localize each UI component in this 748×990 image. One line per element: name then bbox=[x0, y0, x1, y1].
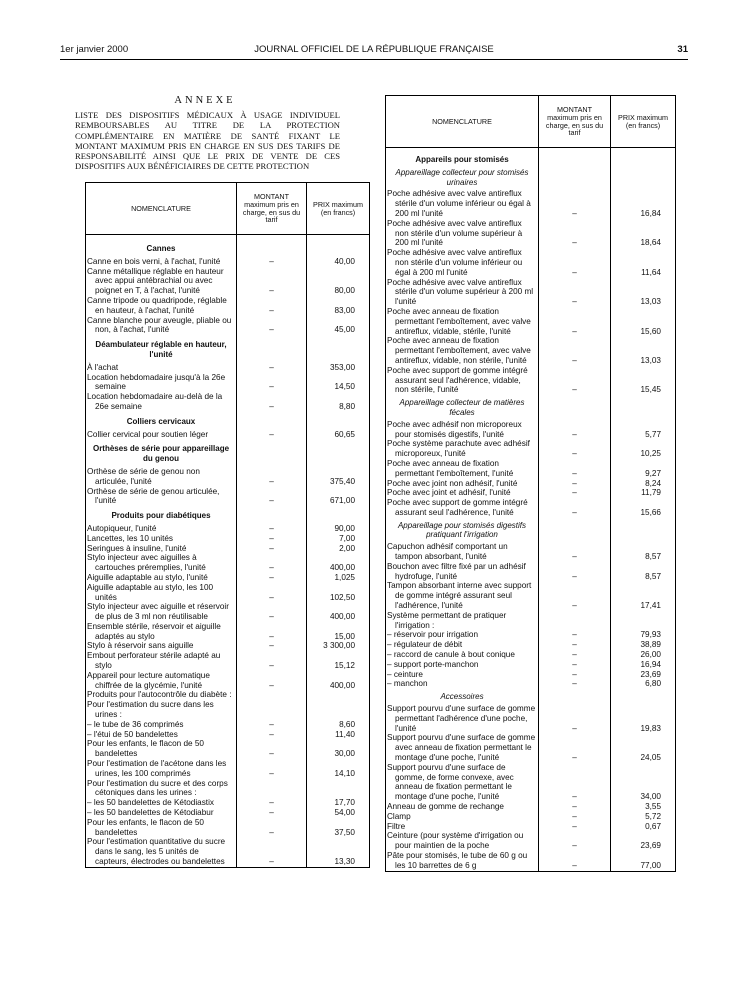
item-label: Pour l'estimation quantitative du sucre dans le sang, les 5 unités de capteurs, électrodes ou bandelettes bbox=[86, 837, 237, 867]
item-montant: – bbox=[237, 583, 307, 603]
item-label: Stylo injecteur avec aiguille et réservoir de plus de 3 ml non réutilisable bbox=[86, 602, 237, 622]
section-title: Produits pour diabétiques bbox=[86, 506, 237, 524]
table-row bbox=[386, 366, 676, 395]
table-row bbox=[86, 720, 370, 730]
table-row bbox=[86, 583, 370, 603]
item-prix: 11,79 bbox=[611, 488, 676, 498]
item-prix: 15,60 bbox=[611, 307, 676, 336]
item-prix: 400,00 bbox=[307, 553, 370, 573]
item-montant: – bbox=[237, 430, 307, 440]
table-row bbox=[386, 630, 676, 640]
item-prix: 34,00 bbox=[611, 763, 676, 802]
item-montant: – bbox=[539, 459, 611, 479]
item-montant: – bbox=[539, 542, 611, 562]
table-row bbox=[86, 602, 370, 622]
item-montant: – bbox=[237, 730, 307, 740]
item-prix: 45,00 bbox=[307, 316, 370, 336]
item-prix: 102,50 bbox=[307, 583, 370, 603]
item-label: Appareil pour lecture automatique chiffrée de la glycémie, l'unité bbox=[86, 671, 237, 691]
item-montant: – bbox=[539, 189, 611, 218]
item-label: – les 50 bandelettes de Kétodiastix bbox=[86, 798, 237, 808]
item-montant: – bbox=[539, 488, 611, 498]
table-row bbox=[86, 467, 370, 487]
item-montant: – bbox=[237, 524, 307, 534]
item-label: Embout perforateur stérile adapté au stylo bbox=[86, 651, 237, 671]
item-montant: – bbox=[539, 248, 611, 277]
item-prix: 1,025 bbox=[307, 573, 370, 583]
table-row bbox=[86, 553, 370, 573]
item-montant: – bbox=[539, 679, 611, 689]
table-row bbox=[386, 219, 676, 248]
table-row bbox=[386, 307, 676, 336]
item-prix bbox=[611, 611, 676, 631]
item-prix bbox=[307, 690, 370, 700]
item-label: Poche avec adhésif non microporeux pour stomisés digestifs, l'unité bbox=[386, 420, 539, 440]
item-prix: 79,93 bbox=[611, 630, 676, 640]
item-label: Support pourvu d'une surface de gomme permettant l'adhérence d'une poche, l'unité bbox=[386, 704, 539, 733]
item-montant: – bbox=[237, 553, 307, 573]
item-montant: – bbox=[237, 257, 307, 267]
item-prix: 13,30 bbox=[307, 837, 370, 867]
table-row bbox=[86, 524, 370, 534]
table-row bbox=[386, 650, 676, 660]
table-row bbox=[386, 611, 676, 631]
item-montant: – bbox=[539, 336, 611, 365]
annexe-intro: LISTE DES DISPOSITIFS MÉDICAUX À USAGE INDIVIDUEL REMBOURSABLES AU TITRE DE LA PROTECTION COMPLÉMENTAIRE EN MATIÈRE DE SANTÉ FIXANT LE MONTANT MAXIMUM PRIS EN CHARGE EN SUS DES TARIFS DE RESPONSABILITÉ AINSI QUE LE PRIX DE VENTE DE CES DISPOSITIFS AUX BÉNÉFICIAIRES DE CETTE PROTECTION bbox=[75, 110, 340, 172]
table-row bbox=[386, 822, 676, 832]
item-prix: 23,69 bbox=[611, 670, 676, 680]
table-row bbox=[86, 837, 370, 867]
table-row bbox=[86, 671, 370, 691]
item-label: Canne tripode ou quadripode, réglable en hauteur, à l'achat, l'unité bbox=[86, 296, 237, 316]
item-label: Poche avec anneau de fixation permettant l'emboîtement, avec valve antireflux, vidable, stérile, l'unité bbox=[386, 307, 539, 336]
item-montant: – bbox=[539, 630, 611, 640]
item-prix: 38,89 bbox=[611, 640, 676, 650]
item-montant: – bbox=[539, 704, 611, 733]
item-prix: 54,00 bbox=[307, 808, 370, 818]
item-prix: 7,00 bbox=[307, 534, 370, 544]
item-label: Pour les enfants, le flacon de 50 bandelettes bbox=[86, 818, 237, 838]
left-price-table bbox=[85, 182, 370, 868]
item-prix: 5,77 bbox=[611, 420, 676, 440]
subsection-title: Appareillage collecteur pour stomisés urinaires bbox=[386, 165, 539, 190]
item-label: Lancettes, les 10 unités bbox=[86, 534, 237, 544]
table-row bbox=[86, 392, 370, 412]
table-row bbox=[86, 622, 370, 642]
table-row bbox=[86, 651, 370, 671]
item-prix: 17,41 bbox=[611, 581, 676, 610]
item-prix: 8,57 bbox=[611, 562, 676, 582]
item-prix: 11,64 bbox=[611, 248, 676, 277]
section-row bbox=[86, 506, 370, 524]
table-row bbox=[386, 542, 676, 562]
table-row bbox=[386, 660, 676, 670]
item-label: – régulateur de débit bbox=[386, 640, 539, 650]
item-prix: 5,72 bbox=[611, 812, 676, 822]
item-label: Stylo injecteur avec aiguilles à cartouches préremplies, l'unité bbox=[86, 553, 237, 573]
table-row bbox=[386, 851, 676, 871]
table-row bbox=[386, 831, 676, 851]
item-prix: 2,00 bbox=[307, 544, 370, 554]
table-row bbox=[386, 278, 676, 307]
page-header bbox=[60, 44, 688, 58]
item-montant: – bbox=[539, 650, 611, 660]
table-row bbox=[86, 690, 370, 700]
item-label: Ceinture (pour système d'irrigation ou pour maintien de la poche bbox=[386, 831, 539, 851]
section-title: Cannes bbox=[86, 239, 237, 257]
item-montant: – bbox=[237, 739, 307, 759]
item-montant: – bbox=[539, 562, 611, 582]
table-row bbox=[86, 759, 370, 779]
item-label: Bouchon avec filtre fixé par un adhésif hydrofuge, l'unité bbox=[386, 562, 539, 582]
item-prix: 15,12 bbox=[307, 651, 370, 671]
item-label: Canne métallique réglable en hauteur avec appui antébrachial ou avec poignet en T, à l'achat, l'unité bbox=[86, 267, 237, 296]
item-prix: 14,10 bbox=[307, 759, 370, 779]
item-montant: – bbox=[539, 812, 611, 822]
item-montant: – bbox=[237, 373, 307, 393]
item-prix: 26,00 bbox=[611, 650, 676, 660]
table-row bbox=[86, 573, 370, 583]
item-montant: – bbox=[237, 651, 307, 671]
col-nomenclature: NOMENCLATURE bbox=[86, 183, 237, 235]
table-row bbox=[86, 641, 370, 651]
item-prix: 13,03 bbox=[611, 336, 676, 365]
item-prix: 8,24 bbox=[611, 479, 676, 489]
item-prix: 353,00 bbox=[307, 363, 370, 373]
item-montant: – bbox=[539, 802, 611, 812]
item-prix: 8,60 bbox=[307, 720, 370, 730]
item-montant bbox=[237, 700, 307, 720]
table-row bbox=[386, 763, 676, 802]
table-row bbox=[386, 420, 676, 440]
section-row bbox=[86, 239, 370, 257]
item-label: Canne blanche pour aveugle, pliable ou non, à l'achat, l'unité bbox=[86, 316, 237, 336]
item-montant: – bbox=[237, 798, 307, 808]
table-row bbox=[86, 730, 370, 740]
item-montant: – bbox=[539, 733, 611, 762]
item-label: Location hebdomadaire jusqu'à la 26e semaine bbox=[86, 373, 237, 393]
item-label: Poche avec joint et adhésif, l'unité bbox=[386, 488, 539, 498]
item-prix: 14,50 bbox=[307, 373, 370, 393]
col-montant: MONTANT maximum pris en charge, en sus du tarif bbox=[237, 183, 307, 235]
subsection-row bbox=[386, 165, 676, 190]
item-label: Seringues à insuline, l'unité bbox=[86, 544, 237, 554]
table-row bbox=[86, 739, 370, 759]
item-label: Poche avec anneau de fixation permettant l'emboîtement, l'unité bbox=[386, 459, 539, 479]
item-label: Pour les enfants, le flacon de 50 bandelettes bbox=[86, 739, 237, 759]
item-prix: 375,40 bbox=[307, 467, 370, 487]
item-montant bbox=[237, 779, 307, 799]
item-prix: 80,00 bbox=[307, 267, 370, 296]
item-prix: 77,00 bbox=[611, 851, 676, 871]
item-prix: 400,00 bbox=[307, 602, 370, 622]
item-prix: 16,94 bbox=[611, 660, 676, 670]
annexe-heading: ANNEXE bbox=[174, 95, 236, 106]
item-label: Location hebdomadaire au-delà de la 26e semaine bbox=[86, 392, 237, 412]
item-montant: – bbox=[539, 660, 611, 670]
item-montant: – bbox=[539, 278, 611, 307]
item-label: Support pourvu d'une surface de gomme, de forme convexe, avec anneau de fixation permettant le montage d'une poche, l'unité bbox=[386, 763, 539, 802]
item-label: Pâte pour stomisés, le tube de 60 g ou les 10 barrettes de 6 g bbox=[386, 851, 539, 871]
item-label: Filtre bbox=[386, 822, 539, 832]
item-prix: 9,27 bbox=[611, 459, 676, 479]
item-montant: – bbox=[237, 720, 307, 730]
item-montant: – bbox=[237, 487, 307, 507]
item-label: – support porte-manchon bbox=[386, 660, 539, 670]
item-prix: 19,83 bbox=[611, 704, 676, 733]
col-prix: PRIX maximum (en francs) bbox=[307, 183, 370, 235]
item-label: – ceinture bbox=[386, 670, 539, 680]
table-row bbox=[386, 336, 676, 365]
item-label: Support pourvu d'une surface de gomme avec anneau de fixation permettant le montage d'une poche, l'unité bbox=[386, 733, 539, 762]
item-montant: – bbox=[237, 818, 307, 838]
item-prix: 83,00 bbox=[307, 296, 370, 316]
item-montant: – bbox=[539, 822, 611, 832]
item-label: Produits pour l'autocontrôle du diabète : bbox=[86, 690, 237, 700]
item-label: – réservoir pour irrigation bbox=[386, 630, 539, 640]
item-label: – raccord de canule à bout conique bbox=[386, 650, 539, 660]
item-montant: – bbox=[539, 498, 611, 518]
item-label: Ensemble stérile, réservoir et aiguille adaptés au stylo bbox=[86, 622, 237, 642]
item-prix: 13,03 bbox=[611, 278, 676, 307]
item-prix bbox=[307, 779, 370, 799]
header-rule bbox=[60, 59, 688, 60]
item-montant bbox=[237, 690, 307, 700]
item-prix: 3 300,00 bbox=[307, 641, 370, 651]
table-row bbox=[386, 733, 676, 762]
item-label: Orthèse de série de genou non articulée, l'unité bbox=[86, 467, 237, 487]
item-prix: 6,80 bbox=[611, 679, 676, 689]
table-row bbox=[86, 487, 370, 507]
item-montant bbox=[539, 611, 611, 631]
item-montant: – bbox=[539, 479, 611, 489]
section-row bbox=[86, 439, 370, 467]
item-prix: 8,80 bbox=[307, 392, 370, 412]
item-prix: 16,84 bbox=[611, 189, 676, 218]
item-montant: – bbox=[539, 831, 611, 851]
item-montant: – bbox=[237, 267, 307, 296]
table-row bbox=[386, 562, 676, 582]
item-prix: 400,00 bbox=[307, 671, 370, 691]
item-prix: 40,00 bbox=[307, 257, 370, 267]
subsection-row bbox=[386, 395, 676, 420]
item-label: Poche adhésive avec valve antireflux non stérile d'un volume supérieur à 200 ml l'unité bbox=[386, 219, 539, 248]
table-row bbox=[386, 189, 676, 218]
item-prix: 15,00 bbox=[307, 622, 370, 642]
section-title: Déambulateur réglable en hauteur, l'unité bbox=[86, 335, 237, 363]
item-montant: – bbox=[237, 759, 307, 779]
item-montant: – bbox=[237, 641, 307, 651]
item-montant: – bbox=[539, 420, 611, 440]
table-row bbox=[386, 439, 676, 459]
item-montant: – bbox=[237, 534, 307, 544]
table-row bbox=[86, 700, 370, 720]
table-row bbox=[386, 248, 676, 277]
item-prix: 17,70 bbox=[307, 798, 370, 808]
table-row bbox=[86, 544, 370, 554]
section-title: Orthèses de série pour appareillage du genou bbox=[86, 439, 237, 467]
subsection-title: Appareillage pour stomisés digestifs pratiquant l'irrigation bbox=[386, 518, 539, 543]
issue-date: 1er janvier 2000 bbox=[60, 44, 129, 55]
item-label: Aiguille adaptable au stylo, les 100 unités bbox=[86, 583, 237, 603]
item-prix: 10,25 bbox=[611, 439, 676, 459]
table-row bbox=[386, 479, 676, 489]
table-row bbox=[386, 498, 676, 518]
item-label: Canne en bois verni, à l'achat, l'unité bbox=[86, 257, 237, 267]
item-montant: – bbox=[237, 544, 307, 554]
table-row bbox=[86, 373, 370, 393]
table-row bbox=[86, 257, 370, 267]
subsection-title: Accessoires bbox=[386, 689, 539, 704]
table-row bbox=[86, 779, 370, 799]
item-label: – l'étui de 50 bandelettes bbox=[86, 730, 237, 740]
item-montant: – bbox=[237, 316, 307, 336]
item-label: Stylo à réservoir sans aiguille bbox=[86, 641, 237, 651]
item-prix: 30,00 bbox=[307, 739, 370, 759]
item-label: Poche avec support de gomme intégré assurant seul l'adhérence, vidable, non stérile, l'unité bbox=[386, 366, 539, 395]
item-montant: – bbox=[539, 219, 611, 248]
item-label: Orthèse de série de genou articulée, l'unité bbox=[86, 487, 237, 507]
item-label: Pour l'estimation du sucre dans les urines : bbox=[86, 700, 237, 720]
item-label: – le tube de 36 comprimés bbox=[86, 720, 237, 730]
item-label: Système permettant de pratiquer l'irrigation : bbox=[386, 611, 539, 631]
table-row bbox=[86, 267, 370, 296]
table-row bbox=[86, 296, 370, 316]
col-montant: MONTANT maximum pris en charge, en sus du tarif bbox=[539, 96, 611, 148]
section-row bbox=[86, 412, 370, 430]
item-montant: – bbox=[539, 581, 611, 610]
item-label: Aiguille adaptable au stylo, l'unité bbox=[86, 573, 237, 583]
item-montant: – bbox=[539, 851, 611, 871]
table-row bbox=[86, 798, 370, 808]
item-label: Pour l'estimation de l'acétone dans les urines, les 100 comprimés bbox=[86, 759, 237, 779]
section-row bbox=[386, 148, 676, 165]
table-row bbox=[386, 802, 676, 812]
item-prix: 15,45 bbox=[611, 366, 676, 395]
item-prix: 18,64 bbox=[611, 219, 676, 248]
item-label: Clamp bbox=[386, 812, 539, 822]
item-montant: – bbox=[539, 670, 611, 680]
section-row bbox=[86, 335, 370, 363]
table-row bbox=[86, 818, 370, 838]
item-prix: 0,67 bbox=[611, 822, 676, 832]
item-prix: 3,55 bbox=[611, 802, 676, 812]
item-prix: 8,57 bbox=[611, 542, 676, 562]
item-label: Poche adhésive avec valve antireflux stérile d'un volume supérieur à 200 ml l'unité bbox=[386, 278, 539, 307]
table-row bbox=[86, 534, 370, 544]
item-prix: 11,40 bbox=[307, 730, 370, 740]
item-montant: – bbox=[237, 392, 307, 412]
item-label: Poche avec support de gomme intégré assurant seul l'adhérence, l'unité bbox=[386, 498, 539, 518]
item-montant: – bbox=[237, 837, 307, 867]
item-prix: 24,05 bbox=[611, 733, 676, 762]
item-label: Poche avec anneau de fixation permettant l'emboîtement, avec valve antireflux, vidable, non stérile, l'unité bbox=[386, 336, 539, 365]
item-label: Anneau de gomme de rechange bbox=[386, 802, 539, 812]
col-prix: PRIX maximum (en francs) bbox=[611, 96, 676, 148]
item-label: Poche système parachute avec adhésif microporeux, l'unité bbox=[386, 439, 539, 459]
section-title: Appareils pour stomisés bbox=[386, 148, 539, 165]
subsection-row bbox=[386, 518, 676, 543]
item-prix: 23,69 bbox=[611, 831, 676, 851]
item-label: À l'achat bbox=[86, 363, 237, 373]
item-prix: 90,00 bbox=[307, 524, 370, 534]
table-row bbox=[386, 488, 676, 498]
table-row bbox=[386, 679, 676, 689]
subsection-row bbox=[386, 689, 676, 704]
table-row bbox=[386, 812, 676, 822]
item-montant: – bbox=[237, 808, 307, 818]
item-montant: – bbox=[539, 640, 611, 650]
item-label: Pour l'estimation du sucre et des corps cétoniques dans les urines : bbox=[86, 779, 237, 799]
item-label: Autopiqueur, l'unité bbox=[86, 524, 237, 534]
item-label: Poche adhésive avec valve antireflux stérile d'un volume inférieur ou égal à 200 ml l'unité bbox=[386, 189, 539, 218]
item-label: Poche avec joint non adhésif, l'unité bbox=[386, 479, 539, 489]
item-label: – manchon bbox=[386, 679, 539, 689]
table-row bbox=[86, 316, 370, 336]
section-title: Colliers cervicaux bbox=[86, 412, 237, 430]
table-row bbox=[86, 363, 370, 373]
item-label: Tampon absorbant interne avec support de gomme intégré assurant seul l'adhérence, l'unité bbox=[386, 581, 539, 610]
col-nomenclature: NOMENCLATURE bbox=[386, 96, 539, 148]
right-price-table bbox=[385, 95, 676, 872]
item-prix: 60,65 bbox=[307, 430, 370, 440]
item-montant: – bbox=[237, 602, 307, 622]
page-number: 31 bbox=[677, 44, 688, 55]
journal-title: JOURNAL OFFICIEL DE LA RÉPUBLIQUE FRANÇAISE bbox=[254, 44, 494, 55]
table-row bbox=[386, 704, 676, 733]
table-row bbox=[86, 430, 370, 440]
item-prix bbox=[307, 700, 370, 720]
table-row bbox=[86, 808, 370, 818]
table-row bbox=[386, 581, 676, 610]
item-label: Collier cervical pour soutien léger bbox=[86, 430, 237, 440]
item-prix: 37,50 bbox=[307, 818, 370, 838]
item-montant: – bbox=[237, 671, 307, 691]
item-label: – les 50 bandelettes de Kétodiabur bbox=[86, 808, 237, 818]
item-montant: – bbox=[539, 763, 611, 802]
item-montant: – bbox=[237, 573, 307, 583]
item-montant: – bbox=[539, 439, 611, 459]
item-montant: – bbox=[237, 296, 307, 316]
item-prix: 671,00 bbox=[307, 487, 370, 507]
item-montant: – bbox=[237, 622, 307, 642]
table-row bbox=[386, 670, 676, 680]
table-row bbox=[386, 459, 676, 479]
item-label: Poche adhésive avec valve antireflux non stérile d'un volume inférieur ou égal à 200 ml l'unité bbox=[386, 248, 539, 277]
table-row bbox=[386, 640, 676, 650]
item-montant: – bbox=[539, 366, 611, 395]
item-montant: – bbox=[237, 363, 307, 373]
subsection-title: Appareillage collecteur de matières fécales bbox=[386, 395, 539, 420]
item-montant: – bbox=[539, 307, 611, 336]
item-montant: – bbox=[237, 467, 307, 487]
item-label: Capuchon adhésif comportant un tampon absorbant, l'unité bbox=[386, 542, 539, 562]
item-prix: 15,66 bbox=[611, 498, 676, 518]
